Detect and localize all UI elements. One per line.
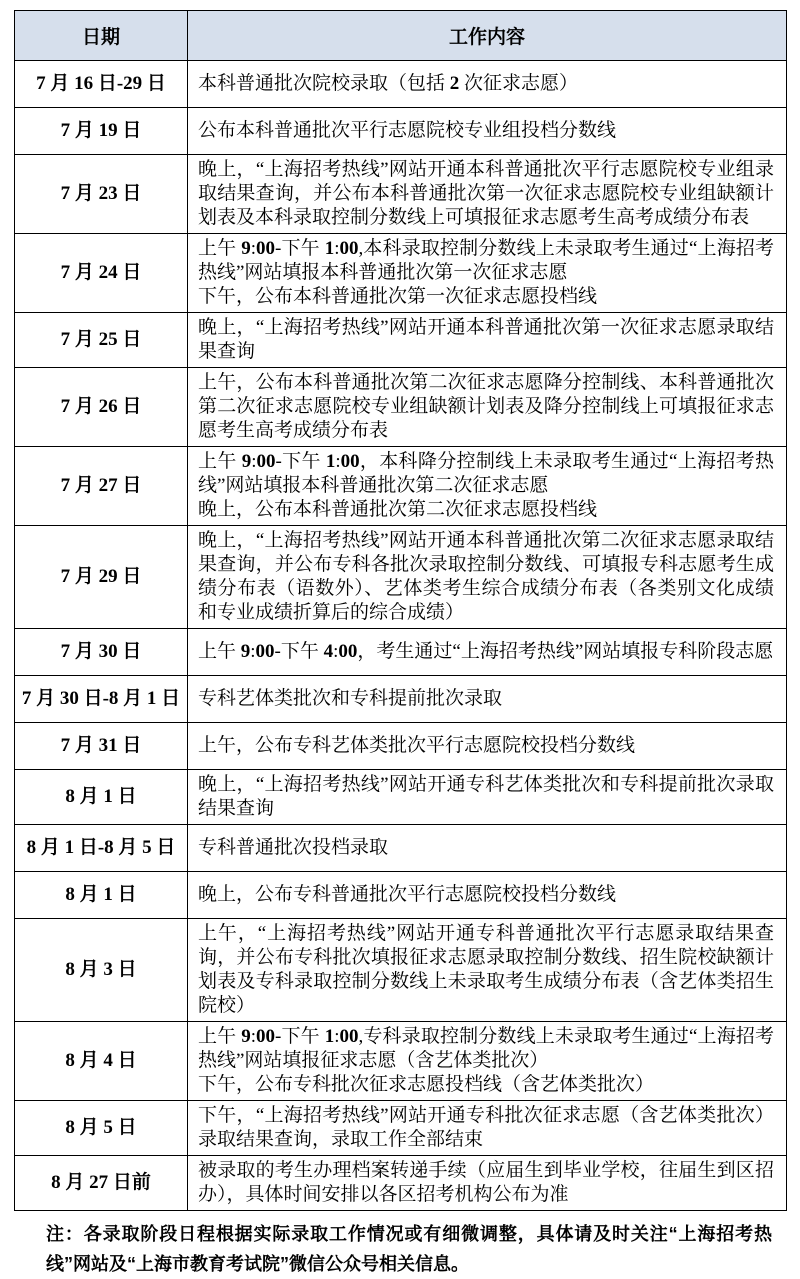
content-paragraph: 晚上，“上海招考热线”网站开通本科普通批次平行志愿院校专业组录取结果查询，并公布本科普通批次第一次征求志愿院校专业组缺额计划表及本科录取控制分数线上可填报征求志愿考生高考成绩分布表 xyxy=(198,159,774,228)
date-cell: 7 月 26 日 xyxy=(15,368,188,447)
column-header-content: 工作内容 xyxy=(188,11,787,61)
table-row xyxy=(15,313,787,368)
table-row xyxy=(15,872,787,919)
date-cell: 8 月 1 日 xyxy=(15,770,188,825)
content-cell xyxy=(188,1022,787,1101)
content-paragraph: 专科艺体类批次和专科提前批次录取 xyxy=(198,688,503,709)
table-row xyxy=(15,61,787,108)
content-paragraph: 上午 9:00-下午 4:00，考生通过“上海招考热线”网站填报专科阶段志愿 xyxy=(198,641,774,662)
content-cell xyxy=(188,1101,787,1156)
content-paragraph: 晚上，“上海招考热线”网站开通本科普通批次第二次征求志愿录取结果查询，并公布专科各批次录取控制分数线、可填报专科志愿考生成绩分布表（语数外）、艺体类考生综合成绩分布表（各类别文化成绩和专业成绩折算后的综合成绩） xyxy=(198,530,774,623)
content-paragraph: 晚上，公布本科普通批次第二次征求志愿投档线 xyxy=(198,499,598,520)
content-cell xyxy=(188,825,787,872)
date-cell: 7 月 16 日-29 日 xyxy=(15,61,188,108)
date-cell: 8 月 27 日前 xyxy=(15,1156,188,1211)
table-row xyxy=(15,1101,787,1156)
content-cell xyxy=(188,155,787,234)
admission-schedule-table xyxy=(14,10,787,1211)
table-body xyxy=(15,61,787,1211)
content-cell xyxy=(188,368,787,447)
content-paragraph: 上午，“上海招考热线”网站开通专科普通批次平行志愿录取结果查询，并公布专科批次填报征求志愿录取控制分数线、招生院校缺额计划表及专科录取控制分数线上未录取考生成绩分布表（含艺体类招生院校） xyxy=(198,923,774,1016)
content-cell xyxy=(188,61,787,108)
date-cell: 8 月 3 日 xyxy=(15,919,188,1022)
date-cell: 7 月 25 日 xyxy=(15,313,188,368)
table-row xyxy=(15,234,787,313)
content-cell xyxy=(188,770,787,825)
table-row xyxy=(15,770,787,825)
content-paragraph: 专科普通批次投档录取 xyxy=(198,837,389,858)
footnote: 注：各录取阶段日程根据实际录取工作情况或有细微调整，具体请及时关注“上海招考热线”网站及“上海市教育考试院”微信公众号相关信息。 xyxy=(46,1224,772,1274)
content-paragraph: 下午，公布本科普通批次第一次征求志愿投档线 xyxy=(198,286,598,307)
date-cell: 7 月 29 日 xyxy=(15,526,188,629)
content-paragraph: 晚上，“上海招考热线”网站开通本科普通批次第一次征求志愿录取结果查询 xyxy=(198,317,774,362)
table-row xyxy=(15,155,787,234)
content-cell xyxy=(188,872,787,919)
date-cell: 7 月 19 日 xyxy=(15,108,188,155)
content-paragraph: 下午，公布专科批次征求志愿投档线（含艺体类批次） xyxy=(198,1074,655,1095)
date-cell: 7 月 24 日 xyxy=(15,234,188,313)
content-cell xyxy=(188,629,787,676)
date-cell: 8 月 4 日 xyxy=(15,1022,188,1101)
content-paragraph: 本科普通批次院校录取（包括 2 次征求志愿） xyxy=(198,73,579,94)
content-cell xyxy=(188,108,787,155)
table-row xyxy=(15,526,787,629)
date-cell: 7 月 27 日 xyxy=(15,447,188,526)
date-cell: 7 月 30 日-8 月 1 日 xyxy=(15,676,188,723)
content-cell xyxy=(188,676,787,723)
content-cell xyxy=(188,313,787,368)
table-header-row xyxy=(15,11,787,61)
table-row xyxy=(15,676,787,723)
content-paragraph: 晚上，公布专科普通批次平行志愿院校投档分数线 xyxy=(198,884,617,905)
date-cell: 7 月 30 日 xyxy=(15,629,188,676)
content-paragraph: 上午，公布专科艺体类批次平行志愿院校投档分数线 xyxy=(198,735,636,756)
table-row xyxy=(15,723,787,770)
content-paragraph: 下午，“上海招考热线”网站开通专科批次征求志愿（含艺体类批次）录取结果查询，录取工作全部结束 xyxy=(198,1105,774,1150)
content-cell xyxy=(188,1156,787,1211)
table-row xyxy=(15,1156,787,1211)
table-row xyxy=(15,629,787,676)
table-row xyxy=(15,108,787,155)
date-cell: 7 月 31 日 xyxy=(15,723,188,770)
date-cell: 7 月 23 日 xyxy=(15,155,188,234)
content-cell xyxy=(188,234,787,313)
table-row xyxy=(15,825,787,872)
column-header-date: 日期 xyxy=(15,11,188,61)
table-row xyxy=(15,1022,787,1101)
content-cell xyxy=(188,919,787,1022)
content-paragraph: 被录取的考生办理档案转递手续（应届生到毕业学校，往届生到区招办），具体时间安排以各区招考机构公布为准 xyxy=(198,1160,774,1205)
content-paragraph: 上午 9:00-下午 1:00,专科录取控制分数线上未录取考生通过“上海招考热线”网站填报征求志愿（含艺体类批次） xyxy=(198,1026,774,1071)
table-row xyxy=(15,447,787,526)
table-row xyxy=(15,368,787,447)
date-cell: 8 月 1 日 xyxy=(15,872,188,919)
content-cell xyxy=(188,447,787,526)
content-paragraph: 晚上，“上海招考热线”网站开通专科艺体类批次和专科提前批次录取结果查询 xyxy=(198,774,774,819)
date-cell: 8 月 1 日-8 月 5 日 xyxy=(15,825,188,872)
content-cell xyxy=(188,526,787,629)
content-paragraph: 上午 9:00-下午 1:00,本科录取控制分数线上未录取考生通过“上海招考热线”网站填报本科普通批次第一次征求志愿 xyxy=(198,238,774,283)
content-cell xyxy=(188,723,787,770)
content-paragraph: 上午 9:00-下午 1:00，本科降分控制线上未录取考生通过“上海招考热线”网站填报本科普通批次第二次征求志愿 xyxy=(198,451,774,496)
content-paragraph: 上午，公布本科普通批次第二次征求志愿降分控制线、本科普通批次第二次征求志愿院校专业组缺额计划表及降分控制线上可填报征求志愿考生高考成绩分布表 xyxy=(198,372,774,441)
content-paragraph: 公布本科普通批次平行志愿院校专业组投档分数线 xyxy=(198,120,617,141)
date-cell: 8 月 5 日 xyxy=(15,1101,188,1156)
table-row xyxy=(15,919,787,1022)
